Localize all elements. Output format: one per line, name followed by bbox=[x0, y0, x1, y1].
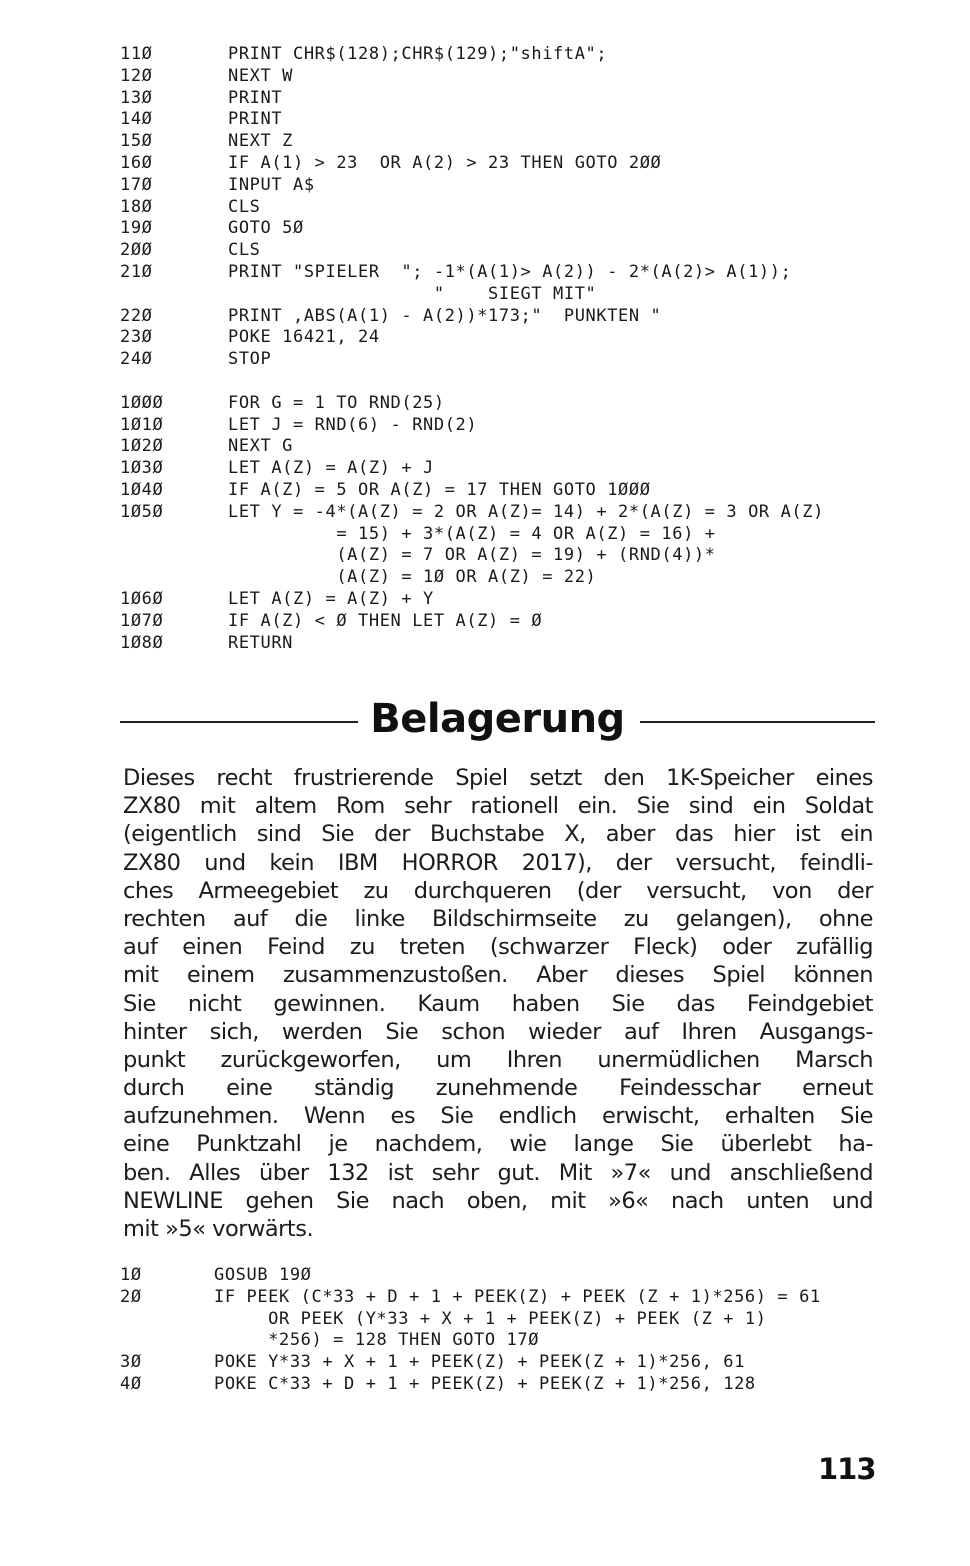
line-number: 1ØØØ bbox=[120, 392, 164, 413]
code-statement: LET J = RND(6) - RND(2) bbox=[228, 414, 478, 435]
line-number: 23Ø bbox=[120, 327, 153, 348]
code-line bbox=[120, 436, 960, 458]
paragraph-line: durch eine ständig zunehmende Feindesschar erneut bbox=[123, 1075, 873, 1102]
line-number: 16Ø bbox=[120, 152, 153, 173]
line-number: 15Ø bbox=[120, 131, 153, 152]
code-line bbox=[120, 524, 960, 546]
code-line bbox=[120, 415, 960, 437]
code-line bbox=[120, 262, 960, 284]
line-number: 1Ø1Ø bbox=[120, 414, 164, 435]
code-statement: IF A(Z) < Ø THEN LET A(Z) = Ø bbox=[228, 610, 543, 631]
code-statement: PRINT "SPIELER "; -1*(A(1)> A(2)) - 2*(A(2)> A(1)); bbox=[228, 261, 792, 282]
code-statement: IF A(1) > 23 OR A(2) > 23 THEN GOTO 2ØØ bbox=[228, 152, 662, 173]
code-line bbox=[120, 393, 960, 415]
line-number: 1Ø3Ø bbox=[120, 458, 164, 479]
paragraph-line: mit einem zusammenzustoßen. Aber dieses Spiel können bbox=[123, 962, 873, 989]
line-number: 1Ø6Ø bbox=[120, 588, 164, 609]
line-number: 3Ø bbox=[120, 1352, 142, 1373]
paragraph-line: auf einen Feind zu treten (schwarzer Fleck) oder zufällig bbox=[123, 934, 873, 961]
paragraph-line: punkt zurückgeworfen, um Ihren unermüdlichen Marsch bbox=[123, 1046, 873, 1073]
code-statement: (A(Z) = 7 OR A(Z) = 19) + (RND(4))* bbox=[228, 545, 716, 566]
code-line bbox=[120, 567, 960, 589]
line-number: 17Ø bbox=[120, 174, 153, 195]
code-line bbox=[120, 218, 960, 240]
code-statement: IF A(Z) = 5 OR A(Z) = 17 THEN GOTO 1ØØØ bbox=[228, 479, 651, 500]
code-statement: (A(Z) = 1Ø OR A(Z) = 22) bbox=[228, 567, 597, 588]
line-number: 1Ø5Ø bbox=[120, 501, 164, 522]
code-statement: NEXT G bbox=[228, 436, 294, 457]
code-line bbox=[120, 44, 960, 66]
line-number: 1Ø7Ø bbox=[120, 610, 164, 631]
paragraph-line: Sie nicht gewinnen. Kaum haben Sie das Feindgebiet bbox=[123, 990, 873, 1017]
code-statement: INPUT A$ bbox=[228, 174, 315, 195]
code-line bbox=[120, 633, 960, 655]
line-number: 1Ø8Ø bbox=[120, 632, 164, 653]
code-statement: NEXT W bbox=[228, 65, 294, 86]
code-line bbox=[120, 306, 960, 328]
code-line bbox=[120, 545, 960, 567]
line-number: 2Ø bbox=[120, 1286, 142, 1307]
code-statement: *256) = 128 THEN GOTO 17Ø bbox=[214, 1330, 540, 1351]
page-number: 113 bbox=[818, 1452, 876, 1486]
program-listing-top bbox=[120, 44, 960, 654]
code-line bbox=[120, 284, 960, 306]
code-line bbox=[120, 589, 960, 611]
code-line bbox=[120, 1309, 960, 1331]
line-number: 4Ø bbox=[120, 1373, 142, 1394]
line-number: 19Ø bbox=[120, 218, 153, 239]
code-statement: POKE C*33 + D + 1 + PEEK(Z) + PEEK(Z + 1)*256, 128 bbox=[214, 1373, 756, 1394]
code-line bbox=[120, 611, 960, 633]
code-statement: = 15) + 3*(A(Z) = 4 OR A(Z) = 16) + bbox=[228, 523, 716, 544]
code-statement: PRINT CHR$(128);CHR$(129);"shiftA"; bbox=[228, 44, 608, 64]
code-statement: NEXT Z bbox=[228, 131, 294, 152]
code-line bbox=[120, 480, 960, 502]
paragraph-line: ches Armeegebiet zu durchqueren (der versucht, von der bbox=[123, 877, 873, 904]
code-statement: FOR G = 1 TO RND(25) bbox=[228, 392, 445, 413]
program-listing-bottom bbox=[120, 1265, 960, 1396]
paragraph-line: (eigentlich sind Sie der Buchstabe X, aber das hier ist ein bbox=[123, 821, 873, 848]
code-statement: POKE 16421, 24 bbox=[228, 327, 380, 348]
code-line bbox=[120, 175, 960, 197]
code-statement: PRINT bbox=[228, 109, 283, 130]
line-number: 1Ø4Ø bbox=[120, 479, 164, 500]
code-statement: GOTO 5Ø bbox=[228, 218, 304, 239]
code-line bbox=[120, 1374, 960, 1396]
line-number: 1Ø2Ø bbox=[120, 436, 164, 457]
code-statement: CLS bbox=[228, 240, 261, 261]
section-heading bbox=[120, 690, 875, 750]
line-number: 14Ø bbox=[120, 109, 153, 130]
code-line bbox=[120, 131, 960, 153]
code-statement: " SIEGT MIT" bbox=[228, 283, 597, 304]
line-number: 21Ø bbox=[120, 261, 153, 282]
paragraph-line: ben. Alles über 132 ist sehr gut. Mit »7« und anschließend bbox=[123, 1159, 873, 1186]
code-line bbox=[120, 197, 960, 219]
paragraph-line: hinter sich, werden Sie schon wieder auf Ihren Ausgangs- bbox=[123, 1018, 873, 1045]
code-line bbox=[120, 240, 960, 262]
section-title: Belagerung bbox=[366, 696, 628, 742]
line-number: 13Ø bbox=[120, 87, 153, 108]
code-line bbox=[120, 502, 960, 524]
paragraph-line: eine Punktzahl je nachdem, wie lange Sie überlebt ha- bbox=[123, 1131, 873, 1158]
code-line bbox=[120, 349, 960, 371]
paragraph-line: mit »5« vorwärts. bbox=[123, 1216, 314, 1242]
code-line bbox=[120, 88, 960, 110]
code-line bbox=[120, 371, 960, 393]
code-statement: CLS bbox=[228, 196, 261, 217]
code-statement: OR PEEK (Y*33 + X + 1 + PEEK(Z) + PEEK (Z + 1) bbox=[214, 1308, 767, 1329]
paragraph-line: ZX80 mit altem Rom sehr rationell ein. Sie sind ein Soldat bbox=[123, 793, 873, 820]
code-statement: STOP bbox=[228, 349, 272, 370]
code-line bbox=[120, 458, 960, 480]
code-line bbox=[120, 1265, 960, 1287]
paragraph-line: aufzunehmen. Wenn es Sie endlich erwischt, erhalten Sie bbox=[123, 1103, 873, 1130]
article-paragraph bbox=[123, 764, 873, 1243]
code-line bbox=[120, 66, 960, 88]
paragraph-line: ZX80 und kein IBM HORROR 2017), der versucht, feindli- bbox=[123, 849, 873, 876]
code-line bbox=[120, 153, 960, 175]
code-line bbox=[120, 1287, 960, 1309]
line-number: 11Ø bbox=[120, 44, 153, 64]
code-statement: PRINT bbox=[228, 87, 283, 108]
line-number: 1Ø bbox=[120, 1265, 142, 1285]
code-statement: RETURN bbox=[228, 632, 294, 653]
code-statement: GOSUB 19Ø bbox=[214, 1265, 312, 1285]
code-line bbox=[120, 1330, 960, 1352]
paragraph-line: rechten auf die linke Bildschirmseite zu gelangen), ohne bbox=[123, 905, 873, 932]
line-number: 2ØØ bbox=[120, 240, 153, 261]
paragraph-line: NEWLINE gehen Sie nach oben, mit »6« nach unten und bbox=[123, 1187, 873, 1214]
code-statement: IF PEEK (C*33 + D + 1 + PEEK(Z) + PEEK (Z + 1)*256) = 61 bbox=[214, 1286, 821, 1307]
code-line bbox=[120, 109, 960, 131]
line-number: 22Ø bbox=[120, 305, 153, 326]
code-statement: PRINT ,ABS(A(1) - A(2))*173;" PUNKTEN " bbox=[228, 305, 662, 326]
code-statement: POKE Y*33 + X + 1 + PEEK(Z) + PEEK(Z + 1)*256, 61 bbox=[214, 1352, 745, 1373]
code-line bbox=[120, 1352, 960, 1374]
code-statement: LET Y = -4*(A(Z) = 2 OR A(Z)= 14) + 2*(A(Z) = 3 OR A(Z) bbox=[228, 501, 824, 522]
line-number: 24Ø bbox=[120, 349, 153, 370]
paragraph-line: Dieses recht frustrierende Spiel setzt den 1K-Speicher eines bbox=[123, 765, 873, 791]
line-number: 12Ø bbox=[120, 65, 153, 86]
line-number: 18Ø bbox=[120, 196, 153, 217]
code-statement: LET A(Z) = A(Z) + J bbox=[228, 458, 434, 479]
code-statement: LET A(Z) = A(Z) + Y bbox=[228, 588, 434, 609]
code-line bbox=[120, 327, 960, 349]
